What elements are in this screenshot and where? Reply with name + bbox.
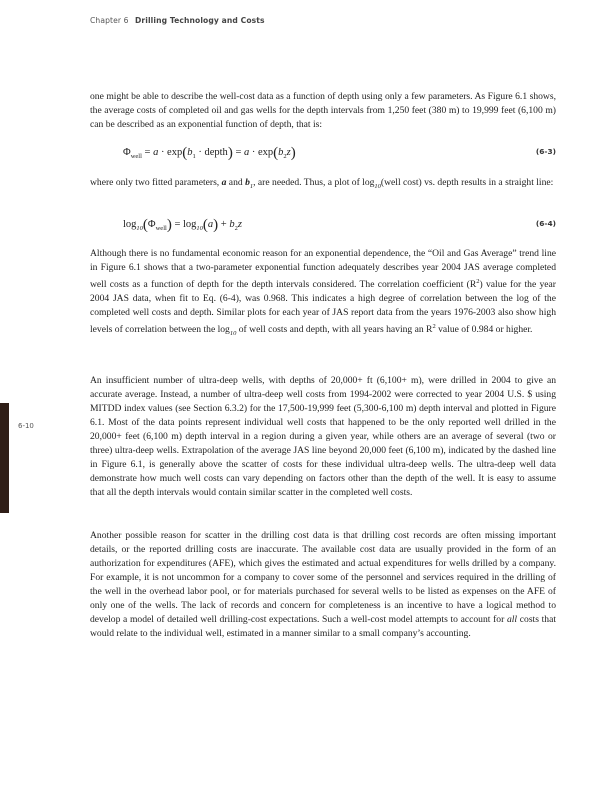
paragraph-3: Although there is no fundamental economic reason for an exponential dependence, the “Oil and Gas Average” trend line in Figure 6.1 shows that a two-parameter exponential function adequately describes year 2004 JAS average completed well costs as a function of depth for the depth intervals considered. The correlation coefficient $(R^2)$ value for the year 2004 JAS data, when fit to Eq. (6-4), was 0.968. This indicates a high degree of correlation between the log of the completed well costs and depth. Similar plots for each year of JAS report data from the years 1976-2003 also show high levels of correlation between the $\log_{10}$ of well costs and depth, with all years having an $R^2$ value of 0.984 or higher. xyxy=(90,248,556,338)
equation-6-3-number: (6-3) xyxy=(535,147,556,156)
chapter-label: Chapter 6 xyxy=(90,16,129,25)
paragraph-3-text-b: ) value for the year 2004 JAS data, when fit to Eq. (6-4), was 0.968. This indicates a high degree of correlation between the log of the completed well costs and depth. Similar plots for each year of JAS report data from the years 1976-2003 also show high levels of correlation between the log xyxy=(90,279,556,336)
paragraph-1 xyxy=(90,90,556,132)
paragraph-2: where only two fitted parameters, a and $b_1$, are needed. Thus, a plot of $\log_{10}(well$ cost) vs. depth results in a straight line: xyxy=(90,177,554,190)
margin-tab-bar xyxy=(0,403,9,513)
paragraph-5-text-b: costs that would relate to the individual well, estimated in a manner similar to a small company’s accounting. xyxy=(90,614,556,639)
chapter-title: Drilling Technology and Costs xyxy=(135,16,265,25)
margin-page-label: 6-10 xyxy=(18,422,34,430)
equation-6-3-formula: $\Phi_{well} = a \cdot \exp(b_1$ · depth) = $a \cdot \exp(b_2z)$ xyxy=(123,145,296,161)
equation-6-4-number: (6-4) xyxy=(535,219,556,228)
paragraph-2-text-b: , are needed. Thus, a plot of log xyxy=(253,177,375,188)
paragraph-2-text-c: (well cost) vs. depth results in a straight line: xyxy=(380,177,554,188)
paragraph-4 xyxy=(90,374,556,500)
paragraph-3-text-a: Although there is no fundamental economic reason for an exponential dependence, the “Oil and Gas Average” trend line in Figure 6.1 shows that a two-parameter exponential function adequately describes year 2004 JAS average completed well costs as a function of depth for the depth intervals considered. The correlation coefficient (R xyxy=(90,248,556,291)
equation-6-4 xyxy=(90,215,556,235)
paragraph-3-text-c: of well costs and depth, with all years having an R xyxy=(236,324,433,336)
paragraph-5-emphasis: all xyxy=(506,614,518,625)
running-header xyxy=(90,16,265,25)
equation-6-3 xyxy=(90,143,556,163)
paragraph-3-text-d: value of 0.984 or higher. xyxy=(435,324,533,336)
paragraph-5 xyxy=(90,529,556,641)
equation-6-4-formula: $\log_{10}(\Phi_{well}) = \log_{10}(a) + b_2z$ xyxy=(123,217,242,233)
paragraph-2-text-a: where only two fitted parameters, xyxy=(90,177,222,188)
paragraph-4-text: An insufficient number of ultra-deep wells, with depths of 20,000+ ft (6,100+ m), were drilled in 2004 to give an accurate average. Instead, a number of ultra-deep well costs from 1994-2002 were corrected to year 2004 U.S. $ using MITDD index values (see Section 6.3.2) for the 17,500-19,999 feet (5,300-6,100 m) depth interval and plotted in Figure 6.1. Most of the data points represent individual well costs that happened to be the only reported well drilled in the 20,000+ feet (6,100 m) depth interval in a region during a given year, while others are an average of several (two or three) ultra-deep wells. Extrapolation of the average JAS line beyond 20,000 feet (6,100 m), indicated by the dashed line in Figure 6.1, is generally above the scatter of costs for these individual ultra-deep wells. The ultra-deep well data demonstrate how much well costs can vary depending on factors other than the depth of the well. It is easy to assume that all the depth intervals would contain similar scatter in the completed well costs. xyxy=(90,375,556,498)
paragraph-1-text: one might be able to describe the well-cost data as a function of depth using only a few parameters. As Figure 6.1 shows, the average costs of completed oil and gas wells for the depth intervals from 1,250 feet (380 m) to 19,999 feet (6,100 m) can be described as an exponential function of depth, that is: xyxy=(90,91,556,130)
paragraph-5-text-a: Another possible reason for scatter in the drilling cost data is that drilling cost records are often missing important details, or the reported drilling costs are inaccurate. The available cost data are usually provided in the form of an authorization for expenditures (AFE), which gives the estimated and actual expenditures for wells drilled by a company. For example, it is not uncommon for a company to cover some of the personnel and services required in the drilling of the well in the overhead labor pool, or for materials purchased for several wells to be listed as expenses on the AFE of only one of the wells. The lack of records and concern for completeness is an incentive to have a logical method to develop a model of detailed well drilling-cost expectations. Such a well-cost model attempts to account for xyxy=(90,530,556,625)
